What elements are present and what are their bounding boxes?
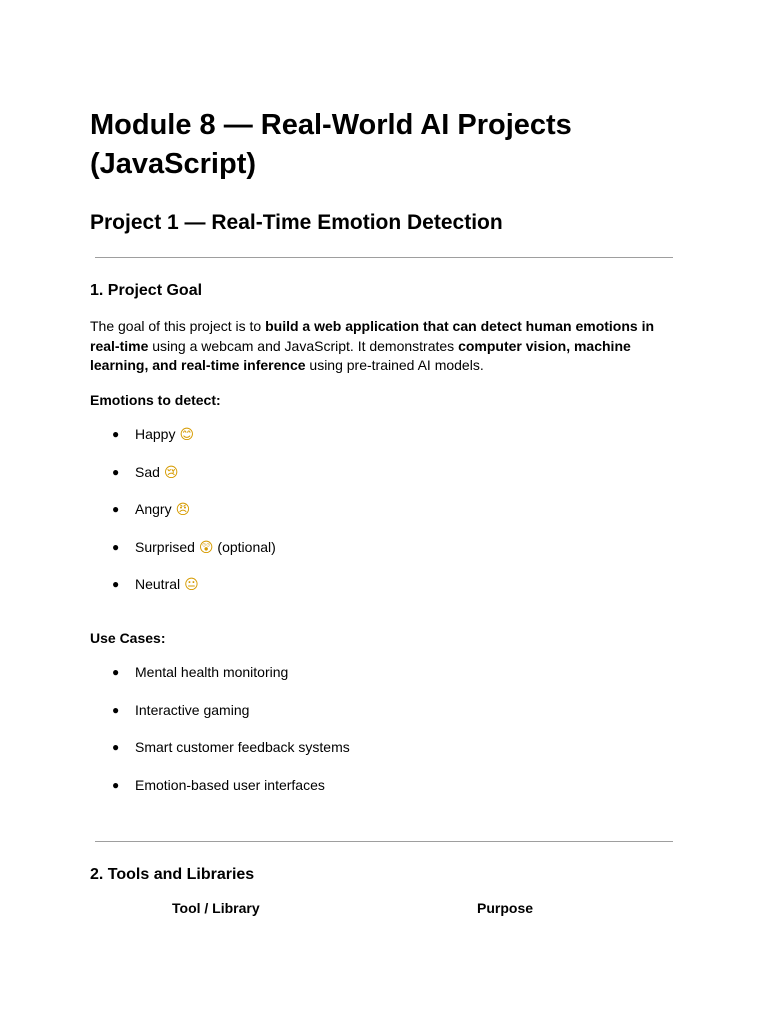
list-item [90,425,276,463]
project-goal-paragraph [90,317,662,376]
list-item [90,500,276,538]
section-heading-tools: 2. Tools and Libraries [90,866,255,883]
list-item [90,776,350,814]
emotion-note: (optional) [217,538,276,555]
list-item [90,701,350,739]
bullet: ● [112,577,120,592]
bullet: ● [112,464,120,479]
bullet: ● [112,427,120,441]
project-title: Project 1 — Real-Time Emotion Detection [90,211,503,234]
use-case-label: Emotion-based user interfaces [135,776,325,793]
bullet: ● [112,702,120,717]
emotions-list [90,425,276,613]
table-header-purpose: Purpose [477,900,534,916]
bullet: ● [112,777,120,792]
angry-face-icon: 😠 [175,502,191,519]
section-heading-project-goal: 1. Project Goal [90,282,203,299]
paragraph-bold-text: computer vision, machine learning, and real-time inference [90,337,631,373]
paragraph-text: using a webcam and JavaScript. It demonstrates [148,337,459,354]
bullet: ● [112,665,120,679]
emotion-label: Sad [135,463,160,480]
divider [95,257,673,258]
sad-face-icon: 😢 [163,464,179,481]
table-header-tool: Tool / Library [172,900,260,916]
list-item [90,575,276,613]
neutral-face-icon: 😐 [184,577,199,594]
emotion-label: Happy [135,426,176,442]
divider [95,841,673,842]
use-case-label: Mental health monitoring [135,664,289,680]
happy-face-icon: 😊 [179,427,195,443]
emotion-label: Neutral [135,576,181,593]
list-item [90,663,350,701]
module-title: Module 8 — Real-World AI Projects (JavaScript) [90,109,572,180]
bullet: ● [112,539,120,554]
use-cases-list [90,663,350,813]
surprised-face-icon: 😲 [198,539,214,556]
emotion-label: Surprised [135,538,195,555]
bullet: ● [112,740,120,755]
list-item [90,463,276,501]
paragraph-text: The goal of this project is to [90,318,266,334]
use-case-label: Interactive gaming [135,701,250,718]
emotions-label: Emotions to detect: [90,392,221,408]
paragraph-text: using pre-trained AI models. [305,357,484,373]
emotion-label: Angry [135,501,172,518]
use-cases-label: Use Cases: [90,630,166,646]
paragraph-bold-text: build a web application that can detect human emotions in real-time [90,318,655,354]
bullet: ● [112,502,120,517]
list-item [90,738,350,776]
use-case-label: Smart customer feedback systems [135,739,350,756]
list-item [90,538,276,576]
